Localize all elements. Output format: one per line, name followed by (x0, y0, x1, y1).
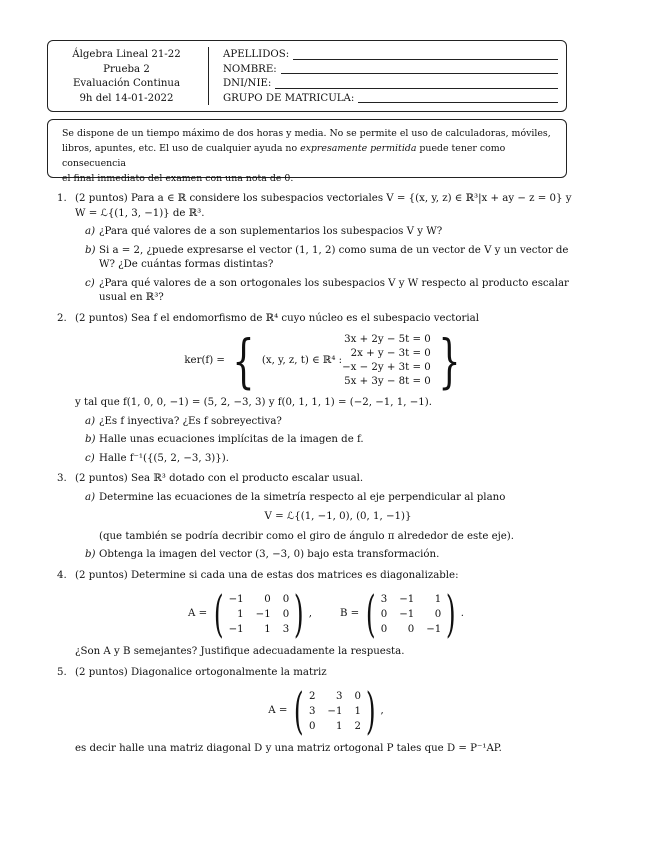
matrix-entry: 3 (282, 623, 290, 635)
matrix-entry: 0 (434, 608, 442, 620)
subquestion-label: b) (85, 549, 96, 560)
question-text: y tal que f(1, 0, 0, −1) = (5, 2, −3, 3) y f(0, 1, 1, 1) = (−2, −1, 1, −1). (75, 397, 432, 408)
matrix-entry: 1 (264, 623, 271, 635)
matrix-entry: 0 (380, 623, 388, 635)
kernel-equation (75, 327, 577, 395)
rules-text: puede tener como consecuencia (62, 143, 506, 169)
question-text: (2 puntos) Determine si cada una de estas dos matrices es diagonalizable: (75, 569, 459, 581)
question-text: W = ℒ{(1, 3, −1)} de ℝ³. (75, 207, 205, 219)
matrix-entry: 0 (380, 608, 388, 620)
matrix-entry: 1 (434, 593, 442, 605)
matrix-entry: 1 (335, 720, 343, 732)
matrix-a-lhs: A = (268, 704, 288, 716)
subquestion-2a (75, 415, 577, 430)
test-name: Prueba 2 (103, 63, 150, 75)
matrices-display (75, 585, 577, 643)
subquestion-text: ¿Es f inyectiva? ¿Es f sobreyectiva? (99, 415, 282, 427)
subquestion-label: c) (85, 452, 95, 464)
matrix-entry: −1 (327, 705, 343, 717)
system-equation: 2x + y − 3t = 0 (350, 348, 431, 359)
matrix-entry: 0 (264, 593, 271, 605)
matrix-entry: 2 (308, 690, 316, 702)
matrix-a (209, 585, 309, 643)
matrix-entry: 2 (354, 720, 361, 732)
matrix-entry: 3 (308, 705, 316, 717)
matrix-entry: 1 (237, 608, 244, 620)
subquestion-label: a) (85, 415, 96, 427)
matrix-entries (309, 690, 361, 733)
matrix-a (289, 682, 380, 740)
surname-field (223, 48, 558, 63)
subquestion-text: Halle f⁻¹({(5, 2, −3, 3)}). (99, 452, 229, 464)
subquestion-text: Halle unas ecuaciones implícitas de la imagen de f. (99, 434, 364, 445)
subquestion-label: c) (85, 277, 95, 289)
subquestion-label: a) (85, 226, 96, 237)
id-field (223, 77, 558, 92)
subquestion-text: W? ¿De cuántas formas distintas? (99, 259, 274, 270)
question-3 (57, 472, 577, 563)
question-2 (57, 312, 577, 467)
plane-equation: V = ℒ{(1, −1, 0), (0, 1, −1)} (264, 511, 412, 522)
question-number: 4. (57, 569, 67, 581)
right-brace: } (438, 327, 461, 395)
matrix-b-lhs: B = (339, 607, 360, 619)
subquestion-text: ¿Para qué valores de a son ortogonales los subespacios V y W respecto al producto escalar (99, 277, 569, 289)
matrix-entry: 0 (308, 720, 316, 732)
subquestion-text: Obtenga la imagen del vector (3, −3, 0) bajo esta transformación. (99, 549, 440, 560)
field-line (358, 92, 558, 103)
rules-box (47, 119, 567, 184)
matrix-entry: 0 (282, 593, 290, 605)
field-line (293, 49, 558, 60)
question-number: 1. (57, 193, 67, 204)
question-1 (57, 192, 577, 306)
question-text: (2 puntos) Para a ∈ ℝ considere los subespacios vectoriales V = {(x, y, z) ∈ ℝ³|x + ay − z = 0} y (75, 193, 572, 204)
field-line (281, 63, 558, 74)
kernel-lhs: ker(f) = (184, 354, 225, 366)
matrix-entry: 0 (282, 608, 290, 620)
header-box (47, 40, 567, 112)
student-fields (223, 48, 558, 106)
field-label: NOMBRE: (223, 63, 277, 75)
subquestion-label: b) (85, 434, 96, 445)
kernel-set: (x, y, z, t) ∈ ℝ⁴ : (261, 354, 343, 366)
rules-text: libros, apuntes, etc. El uso de cualquier ayuda no (62, 143, 301, 154)
field-label: GRUPO DE MATRICULA: (223, 92, 355, 104)
exam-date: 9h del 14-01-2022 (79, 92, 174, 104)
left-paren: ( (294, 682, 305, 740)
matrix-entries (229, 593, 290, 636)
question-5 (57, 666, 577, 757)
matrix-display (75, 682, 577, 740)
evaluation-type: Evaluación Continua (72, 78, 181, 89)
field-label: DNI/NIE: (223, 78, 272, 89)
system-equation: 3x + 2y − 5t = 0 (344, 334, 431, 345)
rules-emphasis: expresamente permitida (300, 143, 417, 154)
left-paren: ( (213, 585, 224, 643)
right-paren: ) (294, 585, 304, 643)
subquestion-2b (75, 433, 577, 448)
subquestion-1b (75, 244, 577, 273)
question-text: ¿Son A y B semejantes? Justifique adecuadamente la respuesta. (75, 646, 405, 657)
matrix-entry: −1 (399, 593, 415, 605)
question-text: (2 puntos) Diagonalice ortogonalmente la matriz (75, 666, 327, 678)
rules-line (62, 141, 554, 171)
matrix-end: . (460, 607, 465, 619)
matrix-entry: 0 (407, 623, 415, 635)
subquestion-text: Si a = 2, ¿puede expresarse el vector (1, 1, 2) como suma de un vector de V y un vector de (99, 244, 569, 256)
subquestion-note: (que también se podría decribir como el giro de ángulo π alrededor de este eje). (99, 530, 515, 542)
subquestion-1c (75, 277, 577, 306)
matrix-a-lhs: A = (187, 607, 208, 619)
question-number: 2. (57, 312, 67, 324)
left-brace: { (232, 327, 255, 395)
subquestion-text: usual en ℝ³? (99, 292, 164, 303)
subquestion-label: b) (85, 244, 96, 256)
question-number: 3. (57, 473, 67, 484)
rules-line: el final inmediato del examen con una nota de 0. (62, 173, 294, 184)
questions (57, 192, 577, 763)
matrix-separator: , (308, 607, 312, 619)
right-paren: ) (446, 585, 456, 643)
subquestion-1a (75, 225, 577, 240)
rules-line: Se dispone de un tiempo máximo de dos horas y media. No se permite el uso de calculadoras, móviles, (62, 128, 551, 139)
matrix-entry: −1 (228, 623, 244, 635)
subquestion-3b (75, 548, 577, 563)
subquestion-3a (75, 491, 577, 545)
subquestion-label: a) (85, 491, 96, 503)
field-line (275, 78, 558, 89)
matrix-entry: 3 (380, 593, 388, 605)
question-text: es decir halle una matriz diagonal D y una matriz ortogonal P tales que D = P⁻¹AP. (75, 743, 502, 754)
question-number: 5. (57, 666, 67, 678)
matrix-entry: −1 (426, 623, 442, 635)
subquestion-text: Determine las ecuaciones de la simetría respecto al eje perpendicular al plano (99, 491, 506, 503)
question-text: (2 puntos) Sea f el endomorfismo de ℝ⁴ cuyo núcleo es el subespacio vectorial (75, 312, 479, 324)
matrix-entry: 1 (354, 705, 361, 717)
course-info (48, 48, 205, 106)
name-field (223, 63, 558, 78)
matrix-entry: −1 (399, 608, 415, 620)
left-paren: ( (366, 585, 376, 643)
subquestion-text: ¿Para qué valores de a son suplementarios los subespacios V y W? (99, 226, 443, 237)
matrix-entry: −1 (255, 608, 271, 620)
question-text: (2 puntos) Sea ℝ³ dotado con el producto escalar usual. (75, 473, 364, 484)
matrix-b (361, 585, 461, 643)
matrix-entry: 0 (354, 690, 361, 702)
matrix-entries (381, 593, 442, 636)
subquestion-2c (75, 452, 577, 467)
field-label: APELLIDOS: (223, 49, 290, 60)
header-divider (208, 47, 209, 105)
system-equation: 5x + 3y − 8t = 0 (344, 376, 431, 387)
system-equation: −x − 2y + 3t = 0 (342, 362, 431, 373)
matrix-entry: −1 (228, 593, 244, 605)
kernel-system (342, 333, 431, 389)
group-field (223, 92, 558, 107)
matrix-end: , (380, 704, 384, 716)
right-paren: ) (365, 682, 376, 740)
course-title: Álgebra Lineal 21-22 (72, 49, 181, 60)
matrix-entry: 3 (335, 690, 343, 702)
question-4 (57, 569, 577, 660)
